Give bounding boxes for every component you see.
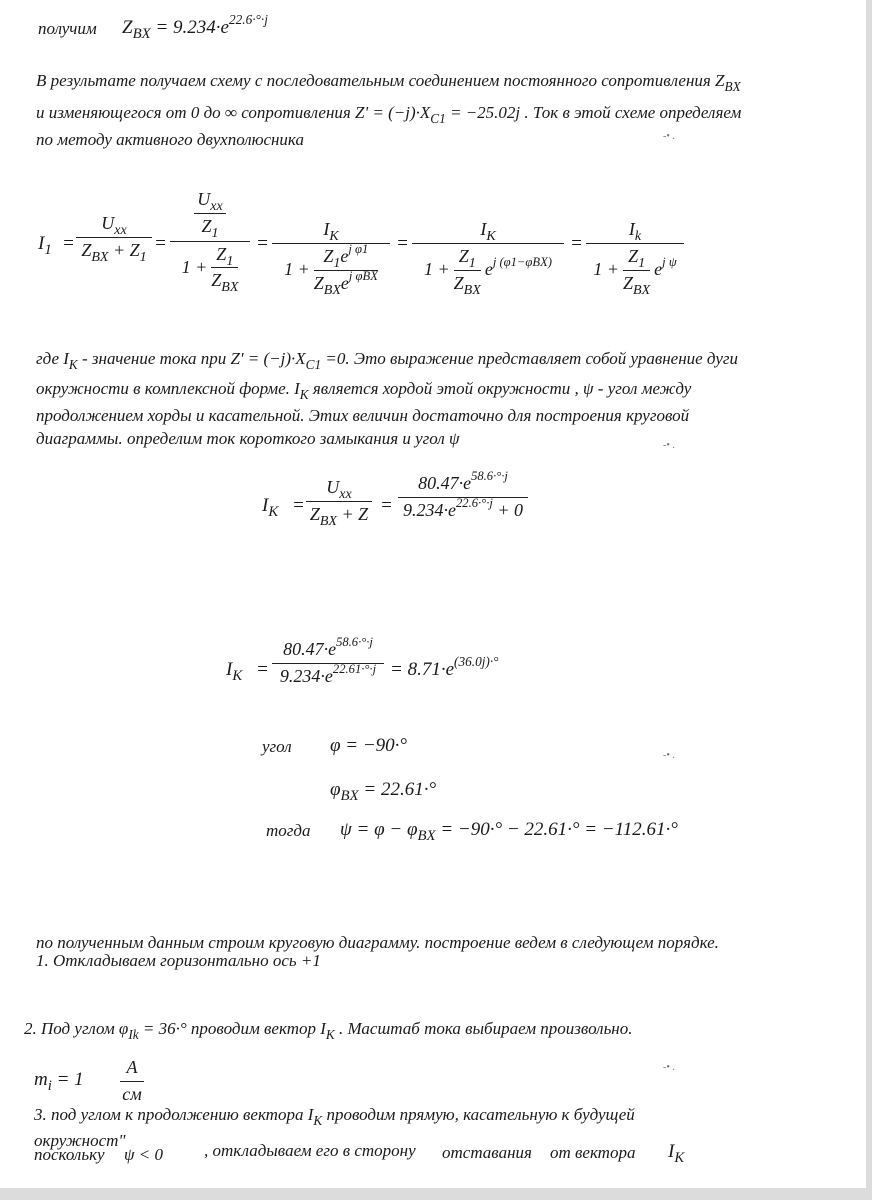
- paragraph-line-7: диаграммы. определим ток короткого замыкания и угол ψ: [36, 429, 460, 448]
- f5-zbx: Z: [623, 272, 634, 293]
- p11-b: проводим прямую, касательную к будущей: [326, 1105, 635, 1124]
- eq1-fraction-4: [412, 219, 564, 298]
- eq2-f2-den: [402, 495, 524, 521]
- f5-exp: [654, 255, 677, 280]
- eq2-den-exp: 22.6·°·j: [455, 495, 493, 510]
- eq1-equals-1: =: [62, 233, 75, 254]
- text-poskolku: поскольку: [34, 1145, 105, 1164]
- fraction-bar: [623, 270, 650, 271]
- mi-units-num: A: [126, 1057, 138, 1077]
- p10-sub2: K: [325, 1026, 335, 1042]
- paragraph-line-10: [24, 1019, 633, 1042]
- f4-num: [480, 219, 496, 244]
- p2-text-b: = −25.02j . Ток в этой схеме определяем: [449, 103, 742, 122]
- text-otstavaniya: отставания: [442, 1143, 532, 1162]
- paragraph-line-8: по полученным данным строим круговую диаграмму. построение ведем в следующем порядке.: [36, 933, 719, 952]
- f1-den-plus: + Z: [112, 239, 140, 260]
- ik-end-symbol: I: [668, 1141, 675, 1162]
- f2-bot-den-sub: BX: [221, 279, 239, 296]
- f4-e: e: [484, 259, 493, 280]
- scan-speck: -• .: [663, 750, 675, 761]
- eq1-fraction-1: [76, 213, 152, 265]
- text-ugol: угол: [262, 737, 292, 756]
- scan-speck: -• .: [663, 1062, 675, 1073]
- paragraph-line-5: [36, 379, 692, 402]
- formula-phi: φ = −90·°: [330, 735, 408, 756]
- eq3-result: [390, 653, 499, 680]
- scan-speck: -• .: [663, 440, 675, 451]
- p4-sub2: C1: [305, 356, 322, 372]
- f4-den-den: [453, 272, 481, 298]
- paragraph-line-2: [36, 103, 742, 126]
- eq1-equals-3: =: [256, 233, 269, 254]
- f3-num-i: I: [323, 219, 330, 239]
- f3-num: [323, 219, 339, 244]
- f5-one-plus: 1 +: [593, 259, 619, 280]
- p2-text-a: и изменяющегося от 0 до ∞ сопротивления Z' = (−j)·X: [36, 103, 431, 122]
- eq3-i: I: [226, 659, 233, 680]
- zbx-value: = 9.234·e: [155, 17, 229, 38]
- eq1-f2-bottom: [181, 243, 239, 296]
- f4-e-sup: j (φ1−φBX): [492, 255, 552, 270]
- f4-den: [424, 245, 552, 298]
- eq1-fraction-2: [170, 189, 250, 296]
- eq1-f1-den: [81, 239, 147, 265]
- p10-a: 2. Под углом φ: [24, 1019, 129, 1038]
- f5-den-num: [628, 245, 646, 271]
- f3-den-num: [323, 241, 369, 271]
- eq3-rhs: = 8.71·e: [390, 659, 455, 680]
- f4-zbx: Z: [453, 272, 464, 293]
- fraction-bar: [170, 241, 250, 242]
- eq3-fraction: [272, 635, 384, 687]
- eq1-lhs: [38, 233, 52, 259]
- f4-num-i: I: [480, 219, 487, 239]
- f1-num-sub: xx: [114, 221, 127, 238]
- fraction-bar: [454, 270, 481, 271]
- f5-z1: Z: [628, 245, 639, 266]
- f2-top-den-sub: 1: [211, 224, 219, 241]
- eq2-equals-1: =: [292, 495, 305, 516]
- eq1-equals-5: =: [570, 233, 583, 254]
- scan-speck: -• .: [663, 131, 675, 142]
- f3-num-sub: K: [329, 227, 339, 244]
- psi-b: = −90·° − 22.61·° = −112.61·°: [440, 819, 678, 840]
- mi-units-den: см: [122, 1083, 142, 1104]
- p4-sub: K: [68, 356, 78, 372]
- f2-bot-num-sub: 1: [226, 252, 234, 269]
- formula-zbx: [122, 11, 268, 43]
- p10-sub: Ik: [128, 1026, 139, 1042]
- f3-zbx-sub: BX: [323, 281, 341, 298]
- eq3-lhs: [226, 659, 243, 685]
- paragraph-line-11: [34, 1105, 635, 1128]
- p4-c: =0. Это выражение представляет собой уравнение дуги: [325, 349, 738, 368]
- paragraph-line-6: продолжением хорды и касательной. Этих величин достаточно для построения круговой: [36, 406, 690, 425]
- f5-num: [628, 219, 642, 244]
- f5-num-sub: k: [634, 227, 642, 244]
- eq2-num-val: 80.47·e: [418, 473, 472, 493]
- f4-exp: [484, 255, 552, 280]
- ik-end-sub: K: [674, 1150, 685, 1167]
- paragraph-line-12: окружност": [34, 1131, 126, 1150]
- formula-psi: [340, 819, 678, 845]
- p5-a: окружности в комплексной форме. I: [36, 379, 300, 398]
- p5-sub: K: [299, 386, 309, 402]
- fraction-bar: [211, 267, 238, 268]
- eq3-rhs-exp: (36.0j)·°: [454, 653, 499, 669]
- f1-num-u: U: [101, 213, 115, 233]
- mi-value: = 1: [56, 1069, 84, 1090]
- f1-den-sub: BX: [91, 248, 109, 265]
- f5-e: e: [654, 259, 663, 280]
- f5-zbx-sub: BX: [633, 281, 651, 298]
- eq2-den-val: 9.234·e: [402, 499, 456, 520]
- formula-mi: [34, 1069, 84, 1095]
- mi-sub: i: [47, 1078, 52, 1095]
- eq3-num-val: 80.47·e: [283, 639, 337, 659]
- formula-ik-end: [668, 1141, 685, 1167]
- eq3-i-sub: K: [232, 668, 243, 685]
- f3-z-sub: 1: [333, 254, 341, 271]
- eq1-equals-2: =: [154, 233, 167, 254]
- f2-bot-num: [216, 243, 234, 269]
- f2-top-num-u: U: [197, 189, 211, 209]
- f3-e-sup: j φ1: [348, 241, 369, 256]
- p10-b: = 36·° проводим вектор I: [142, 1019, 326, 1038]
- p2-sub: C1: [430, 110, 446, 126]
- text-otkladyvaem: , откладываем его в сторону: [204, 1141, 416, 1160]
- eq2-i: I: [262, 495, 269, 516]
- text-togda: тогда: [266, 821, 311, 840]
- f5-den: [593, 245, 677, 298]
- f3-e2-sup: j φBX: [348, 268, 378, 283]
- f4-den-num: [458, 245, 476, 271]
- eq2-f2-num: [418, 469, 508, 494]
- mi-units-fraction: [120, 1058, 144, 1105]
- f4-num-sub: K: [486, 227, 496, 244]
- eq2-f1-num: [326, 477, 352, 502]
- p11-a: 3. под углом к продолжению вектора I: [34, 1105, 314, 1124]
- f3-den-one-plus: 1 +: [284, 259, 310, 280]
- p11-sub: K: [313, 1112, 323, 1128]
- f4-zbx-sub: BX: [463, 281, 481, 298]
- f1-den-z: Z: [81, 239, 92, 260]
- f2-top-num-sub: xx: [210, 197, 223, 214]
- eq2-f1-den: [309, 503, 369, 529]
- f3-e2: e: [340, 272, 349, 293]
- eq1-f1-num: [101, 213, 127, 238]
- f3-den-frac: [313, 241, 378, 298]
- p10-c: . Масштаб тока выбираем произвольно.: [338, 1019, 633, 1038]
- formula-phi-bx: [330, 779, 437, 805]
- p1-sub: BX: [724, 78, 741, 94]
- f1-den-sub2: 1: [139, 248, 147, 265]
- p4-b: - значение тока при Z' = (−j)·X: [82, 349, 306, 368]
- f2-top-den-z: Z: [201, 215, 212, 236]
- f2-top-num: [197, 189, 223, 214]
- zbx-symbol: Z: [122, 17, 133, 38]
- mi-symbol: m: [34, 1069, 48, 1090]
- scan-edge-bottom: [0, 1188, 872, 1200]
- zbx-exp: 22.6·°·j: [228, 11, 268, 27]
- eq1-fraction-3: [272, 219, 390, 298]
- f3-z: Z: [323, 245, 334, 266]
- f5-z1-sub: 1: [638, 254, 646, 271]
- f4-one-plus: 1 +: [424, 259, 450, 280]
- paragraph-line-3: по методу активного двухполюсника: [36, 130, 304, 149]
- eq2-equals-2: =: [380, 495, 393, 516]
- eq2-plus-z: + Z: [341, 503, 369, 524]
- f3-den: [284, 241, 378, 298]
- text-poluchim: получим: [38, 19, 97, 38]
- paragraph-line-9: 1. Откладываем горизонтально ось +1: [36, 951, 321, 970]
- eq2-u-sub: xx: [339, 485, 352, 502]
- eq2-fraction-1: [306, 477, 372, 529]
- text-ot-vektora: от вектора: [550, 1143, 636, 1162]
- fraction-bar: [120, 1081, 144, 1082]
- f4-den-frac: [453, 245, 481, 298]
- f5-den-frac: [623, 245, 651, 298]
- formula-psi-negative: ψ < 0: [124, 1145, 164, 1164]
- psi-sub: BX: [417, 828, 436, 845]
- paragraph-line-4: [36, 349, 738, 372]
- f3-den-den: [313, 268, 378, 298]
- eq3-num-exp: 58.6·°·j: [336, 635, 373, 650]
- zbx-sub: BX: [132, 26, 151, 43]
- eq2-lhs: [262, 495, 279, 521]
- eq3-num: [283, 635, 373, 660]
- eq2-zbx: Z: [309, 503, 320, 524]
- p4-a: где I: [36, 349, 69, 368]
- f5-e-sup: j ψ: [662, 255, 677, 270]
- phibx-value: = 22.61·°: [363, 779, 437, 800]
- f2-bot-den-z: Z: [211, 270, 222, 291]
- p5-b: является хордой этой окружности , ψ - угол между: [312, 379, 692, 398]
- eq2-i-sub: K: [268, 504, 279, 521]
- eq3-den: [279, 661, 377, 687]
- f2-top-den: [201, 215, 219, 241]
- eq3-den-exp: 22.61·°·j: [332, 661, 377, 676]
- f3-zbx: Z: [313, 272, 324, 293]
- eq1-lhs-sub: 1: [44, 242, 52, 259]
- f2-bot-frac: [211, 243, 239, 296]
- paragraph-line-1: [36, 71, 741, 94]
- eq1-f2-top: [194, 189, 226, 241]
- f5-den-den: [623, 272, 651, 298]
- eq3-den-val: 9.234·e: [279, 665, 333, 686]
- f2-bot-one-plus: 1 +: [181, 256, 208, 277]
- phibx-symbol: φ: [330, 779, 341, 800]
- eq2-zbx-sub: BX: [319, 512, 337, 529]
- eq1-equals-4: =: [396, 233, 409, 254]
- f2-bot-num-z: Z: [216, 243, 227, 264]
- f4-z1: Z: [458, 245, 469, 266]
- f3-e: e: [340, 245, 349, 266]
- eq2-fraction-2: [398, 469, 528, 521]
- eq2-plus-zero: + 0: [497, 499, 524, 520]
- f4-z1-sub: 1: [468, 254, 476, 271]
- eq1-lhs-symbol: I: [38, 233, 45, 254]
- f2-bot-den: [211, 270, 239, 296]
- psi-a: ψ = φ − φ: [340, 819, 418, 840]
- scan-edge-right: [866, 0, 872, 1200]
- phibx-sub: BX: [340, 788, 359, 805]
- eq1-fraction-5: [586, 219, 684, 298]
- eq2-num-exp: 58.6·°·j: [471, 469, 508, 484]
- eq2-u: U: [326, 477, 340, 497]
- p1-text: В результате получаем схему с последовательным соединением постоянного сопротивления Z: [36, 71, 725, 90]
- eq3-equals: =: [256, 659, 269, 680]
- f5-num-i: I: [628, 219, 635, 239]
